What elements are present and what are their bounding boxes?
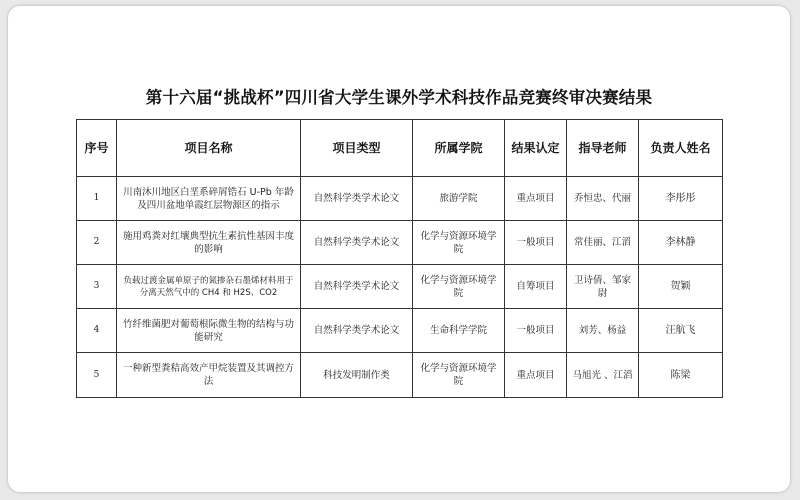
- table-row: [77, 309, 723, 353]
- cell-no: 1: [77, 177, 117, 221]
- cell-project-name: 竹纤维菌肥对葡萄根际微生物的结构与功能研究: [117, 309, 301, 353]
- table-row: [77, 353, 723, 398]
- header-project-name: 项目名称: [117, 120, 301, 177]
- cell-result: 重点项目: [505, 177, 567, 221]
- header-result: 结果认定: [505, 120, 567, 177]
- cell-result: 重点项目: [505, 353, 567, 398]
- cell-advisor: 刘芳、杨益: [567, 309, 639, 353]
- header-project-type: 项目类型: [301, 120, 413, 177]
- cell-college: 旅游学院: [413, 177, 505, 221]
- header-college: 所属学院: [413, 120, 505, 177]
- cell-project-name: 川南沐川地区白垩系碎屑锆石 U-Pb 年龄及四川盆地单霞红层物源区的指示: [117, 177, 301, 221]
- cell-no: 2: [77, 221, 117, 265]
- cell-project-type: 自然科学类学术论文: [301, 309, 413, 353]
- cell-result: 一般项目: [505, 221, 567, 265]
- cell-no: 4: [77, 309, 117, 353]
- cell-project-name: 一种新型粪秸高效产甲烷装置及其调控方法: [117, 353, 301, 398]
- cell-advisor: 卫诗倩、邹家尉: [567, 265, 639, 309]
- table-header-row: [77, 120, 723, 177]
- header-advisor: 指导老师: [567, 120, 639, 177]
- table-row: [77, 265, 723, 309]
- header-no: 序号: [77, 120, 117, 177]
- cell-college: 化学与资源环境学院: [413, 353, 505, 398]
- document-title: 第十六届“挑战杯”四川省大学生课外学术科技作品竞赛终审决赛结果: [145, 88, 653, 107]
- table-row: [77, 221, 723, 265]
- cell-advisor: 乔恒忠、代丽: [567, 177, 639, 221]
- cell-project-name: 施用鸡粪对红壤典型抗生素抗性基因丰度的影响: [117, 221, 301, 265]
- cell-project-name: 负载过渡金属单原子的氮掺杂石墨烯材料用于分离天然气中的 CH4 和 H2S、CO2: [117, 265, 301, 309]
- cell-college: 化学与资源环境学院: [413, 265, 505, 309]
- cell-leader: 贺颖: [639, 265, 723, 309]
- cell-leader: 李彤彤: [639, 177, 723, 221]
- cell-leader: 李林静: [639, 221, 723, 265]
- cell-college: 生命科学学院: [413, 309, 505, 353]
- cell-result: 一般项目: [505, 309, 567, 353]
- cell-project-type: 自然科学类学术论文: [301, 177, 413, 221]
- cell-project-type: 自然科学类学术论文: [301, 265, 413, 309]
- cell-project-type: 科技发明制作类: [301, 353, 413, 398]
- header-leader: 负责人姓名: [639, 120, 723, 177]
- document-page: [8, 6, 790, 492]
- cell-leader: 汪航飞: [639, 309, 723, 353]
- cell-result: 自筹项目: [505, 265, 567, 309]
- cell-no: 5: [77, 353, 117, 398]
- cell-leader: 陈梁: [639, 353, 723, 398]
- cell-advisor: 常佳丽、江滔: [567, 221, 639, 265]
- table-row: [77, 177, 723, 221]
- cell-project-type: 自然科学类学术论文: [301, 221, 413, 265]
- cell-no: 3: [77, 265, 117, 309]
- results-table: [76, 119, 723, 398]
- cell-advisor: 马旭光 、江滔: [567, 353, 639, 398]
- cell-college: 化学与资源环境学院: [413, 221, 505, 265]
